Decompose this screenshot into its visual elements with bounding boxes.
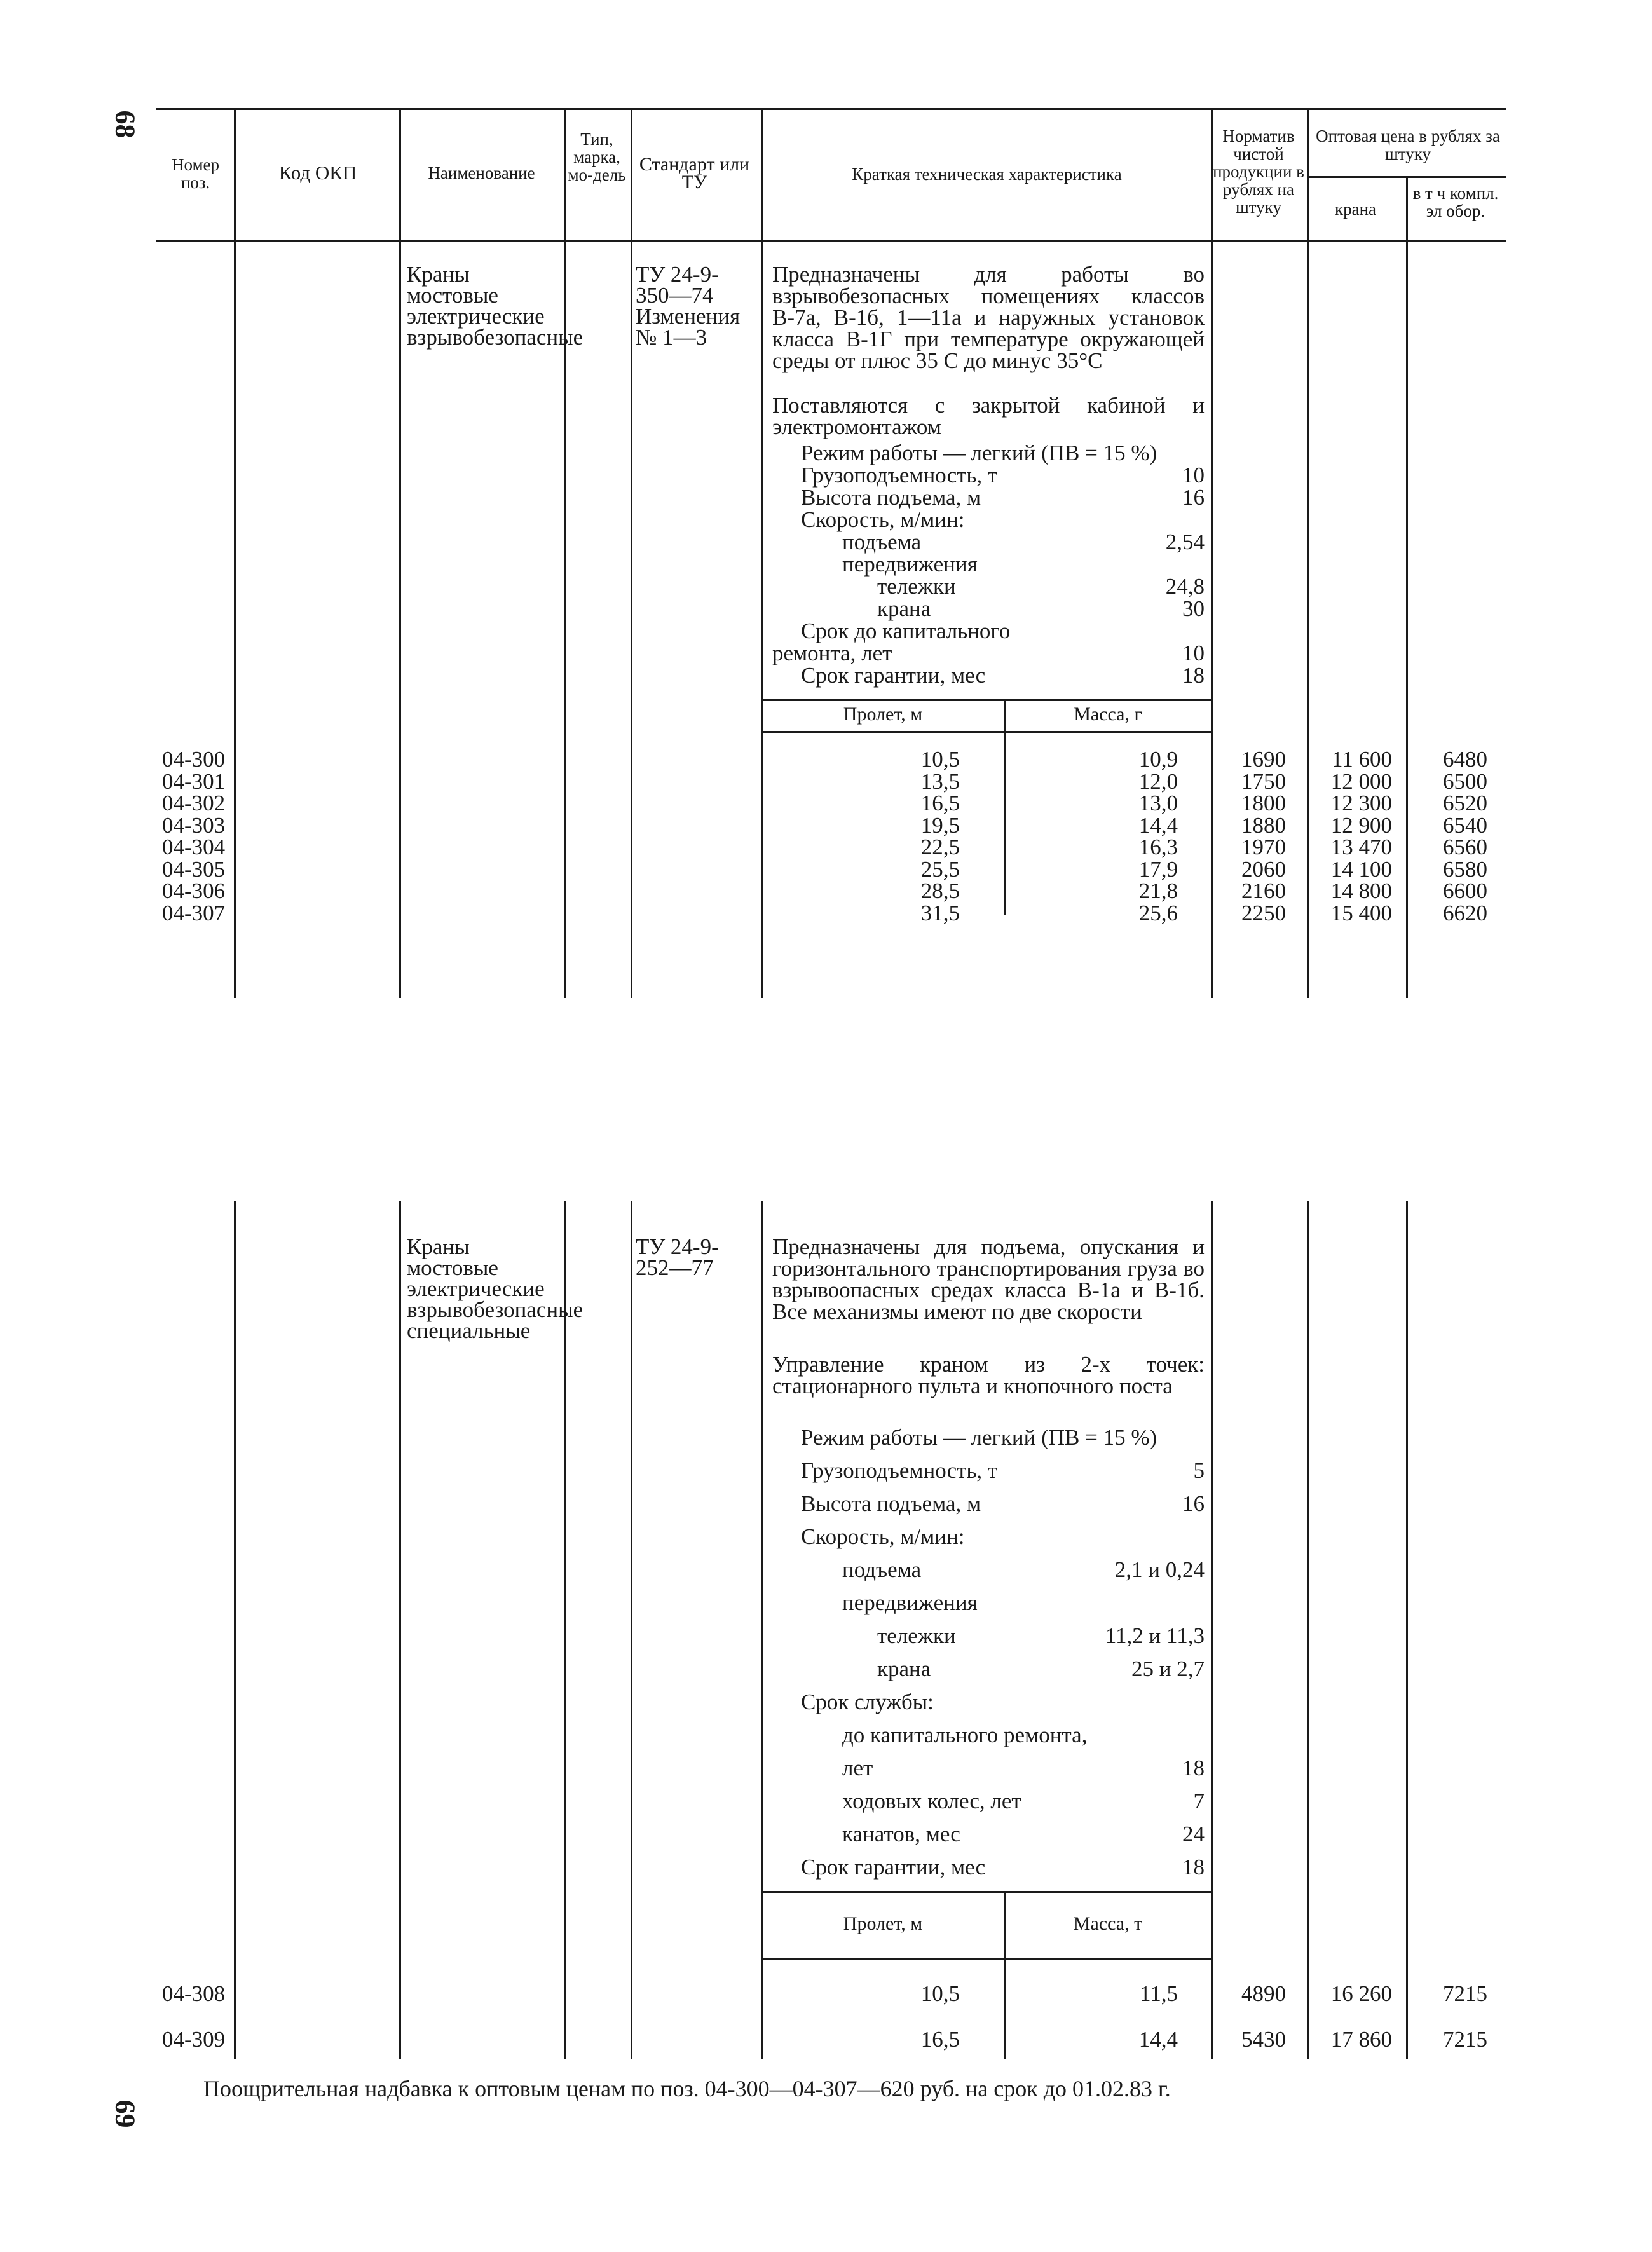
header-standard: Стандарт или ТУ bbox=[639, 154, 750, 193]
block1-col-divider bbox=[399, 242, 401, 998]
spec-value: 24 bbox=[1182, 1822, 1205, 1846]
page-number-bottom: 69 bbox=[109, 2099, 141, 2128]
incl-price-cell: 6600 bbox=[1443, 878, 1487, 903]
header-col-divider bbox=[631, 108, 632, 242]
header-okp-code: Код ОКП bbox=[278, 161, 357, 184]
block1-col-divider bbox=[234, 242, 236, 998]
spec-label: Грузоподъемность, т bbox=[801, 463, 998, 488]
price-cell: 13 470 bbox=[1330, 835, 1392, 859]
pos-number-cell: 04-300 bbox=[162, 747, 226, 772]
block2-description2: Управление краном из 2-х точек: стационарного пульта и кнопочного поста bbox=[772, 1352, 1205, 1398]
block2-subheader-mass: Масса, т bbox=[1073, 1913, 1143, 1934]
norm-cell: 1800 bbox=[1241, 791, 1286, 815]
norm-cell: 4890 bbox=[1241, 1981, 1286, 2006]
mass-cell: 16,3 bbox=[1138, 835, 1178, 859]
incl-price-cell: 6500 bbox=[1443, 768, 1487, 794]
block1-subheader-top-rule bbox=[761, 699, 1212, 701]
span-cell: 28,5 bbox=[920, 878, 960, 903]
footnote: Поощрительная надбавка к оптовым ценам по поз. 04-300—04-307—620 руб. на срок до 01.02.83 г. bbox=[203, 2076, 1171, 2101]
spec-value: 18 bbox=[1182, 1756, 1205, 1780]
spec-label: Срок службы: bbox=[801, 1689, 934, 1714]
spec-value: 2,54 bbox=[1165, 529, 1205, 554]
header-pos-number: Номер поз. bbox=[171, 155, 220, 192]
price-cell: 12 000 bbox=[1330, 768, 1392, 794]
block1-name: Краны мостовые электрические взрывобезопасные bbox=[407, 262, 584, 350]
price-cell: 17 860 bbox=[1330, 2027, 1392, 2052]
spec-value: 25 и 2,7 bbox=[1131, 1656, 1205, 1681]
spec-value: 24,8 bbox=[1165, 574, 1205, 599]
spec-value: 10 bbox=[1182, 463, 1205, 488]
spec-value: 7 bbox=[1193, 1789, 1205, 1813]
span-cell: 22,5 bbox=[920, 835, 960, 859]
block1-col-divider bbox=[631, 242, 632, 998]
spec-value: 18 bbox=[1182, 663, 1205, 688]
block1-description: Предназначены для работы во взрывобезопасных помещениях классов В-7а, В-1б, 1—11а и наружных установок класса В-1Г при температуре окружающей среды от плюс 35 С до минус 35°С bbox=[772, 262, 1205, 373]
pos-number-cell: 04-305 bbox=[162, 856, 226, 882]
price-cell: 11 600 bbox=[1332, 747, 1392, 772]
header-top-rule bbox=[156, 108, 1506, 110]
pos-number-cell: 04-306 bbox=[162, 878, 226, 903]
header-col-divider bbox=[761, 108, 763, 242]
spec-label: крана bbox=[877, 1656, 931, 1681]
spec-label: ходовых колес, лет bbox=[842, 1789, 1021, 1813]
spec-value: 30 bbox=[1182, 596, 1205, 621]
price-cell: 12 300 bbox=[1330, 791, 1392, 815]
spec-label: передвижения bbox=[842, 1590, 978, 1615]
header-col-divider bbox=[399, 108, 401, 242]
spec-value: 11,2 и 11,3 bbox=[1105, 1623, 1205, 1648]
spec-label: подъема bbox=[842, 529, 922, 554]
incl-price-cell: 6560 bbox=[1443, 835, 1487, 859]
header-type-model: Тип, марка, мо-дель bbox=[568, 130, 626, 184]
pos-number-cell: 04-309 bbox=[162, 2027, 226, 2052]
header-tech-char: Краткая техническая характеристика bbox=[852, 165, 1122, 184]
header-name: Наименование bbox=[428, 163, 535, 182]
mass-cell: 14,4 bbox=[1138, 2027, 1178, 2052]
pos-number-cell: 04-308 bbox=[162, 1981, 226, 2006]
price-cell: 15 400 bbox=[1330, 900, 1392, 925]
price-cell: 14 100 bbox=[1330, 856, 1392, 882]
header-col-divider bbox=[234, 108, 236, 242]
spec-value: 16 bbox=[1182, 485, 1205, 510]
block2-subheader-top-rule bbox=[761, 1891, 1212, 1893]
spec-label: Срок до капитального bbox=[801, 618, 1011, 643]
spec-label: Высота подъема, м bbox=[801, 485, 981, 510]
spec-label: Скорость, м/мин: bbox=[801, 1524, 965, 1549]
spec-label: канатов, мес bbox=[842, 1822, 960, 1846]
spec-label: до капитального ремонта, bbox=[842, 1723, 1088, 1747]
spec-label: подъема bbox=[842, 1557, 922, 1582]
header-col-divider bbox=[564, 108, 566, 242]
block2-col-divider bbox=[399, 1201, 401, 2059]
header-price-crane: крана bbox=[1334, 200, 1377, 219]
spec-label: Срок гарантии, мес bbox=[801, 663, 986, 688]
header-norm: Норматив чистой продукции в рублях на штуку bbox=[1213, 126, 1304, 217]
span-cell: 16,5 bbox=[920, 2027, 960, 2052]
page-number-top: 68 bbox=[109, 110, 141, 139]
span-cell: 13,5 bbox=[920, 768, 960, 794]
norm-cell: 1750 bbox=[1241, 768, 1286, 794]
header-bottom-rule bbox=[156, 240, 1506, 242]
block1-description2: Поставляются с закрытой кабиной и электромонтажом bbox=[772, 393, 1205, 439]
incl-price-cell: 7215 bbox=[1443, 1981, 1487, 2006]
header-price-group: Оптовая цена в рублях за штуку bbox=[1316, 126, 1500, 163]
spec-label: крана bbox=[877, 596, 931, 621]
mass-cell: 25,6 bbox=[1138, 900, 1178, 925]
header-col-divider bbox=[1211, 108, 1213, 242]
header-price-incl: в т ч компл. эл обор. bbox=[1412, 184, 1499, 221]
spec-label: Скорость, м/мин: bbox=[801, 507, 965, 532]
norm-cell: 2060 bbox=[1241, 856, 1286, 882]
price-cell: 12 900 bbox=[1330, 812, 1392, 838]
header-col-divider bbox=[1307, 108, 1309, 242]
spec-label: ремонта, лет bbox=[772, 641, 892, 665]
block1-subheader-mass: Масса, г bbox=[1074, 704, 1142, 725]
span-cell: 31,5 bbox=[920, 900, 960, 925]
spec-value: 16 bbox=[1182, 1491, 1205, 1516]
price-subheader-rule bbox=[1309, 176, 1506, 178]
spec-value: 2,1 и 0,24 bbox=[1114, 1557, 1205, 1582]
norm-cell: 1970 bbox=[1241, 835, 1286, 859]
spec-value: 5 bbox=[1193, 1458, 1205, 1483]
span-cell: 19,5 bbox=[920, 812, 960, 838]
block2-description: Предназначены для подъема, опускания и горизонтального транспортирования груза во взрывоопасных средах класса В-1а и В-1б. Все механизмы имеют по две скорости bbox=[772, 1234, 1205, 1324]
mass-cell: 11,5 bbox=[1140, 1981, 1178, 2006]
span-cell: 25,5 bbox=[920, 856, 960, 882]
norm-cell: 2250 bbox=[1241, 900, 1286, 925]
pos-number-cell: 04-307 bbox=[162, 900, 226, 925]
block2-col-divider bbox=[1406, 1201, 1408, 2059]
spec-label: Режим работы — легкий (ПВ = 15 %) bbox=[801, 1425, 1157, 1450]
price-cell: 16 260 bbox=[1330, 1981, 1392, 2006]
pos-number-cell: 04-301 bbox=[162, 768, 226, 794]
mass-cell: 13,0 bbox=[1138, 791, 1178, 815]
spec-label: лет bbox=[842, 1756, 873, 1780]
spec-label: тележки bbox=[877, 574, 956, 599]
incl-price-cell: 6520 bbox=[1443, 791, 1487, 815]
mass-cell: 12,0 bbox=[1138, 768, 1178, 794]
span-cell: 10,5 bbox=[920, 1981, 960, 2006]
block2-col-divider bbox=[1307, 1201, 1309, 2059]
spec-label: передвижения bbox=[842, 552, 978, 577]
price-cell: 14 800 bbox=[1330, 878, 1392, 903]
incl-price-cell: 6620 bbox=[1443, 900, 1487, 925]
spec-label: Высота подъема, м bbox=[801, 1491, 981, 1516]
incl-price-cell: 6480 bbox=[1443, 747, 1487, 772]
spec-label: Режим работы — легкий (ПВ = 15 %) bbox=[801, 440, 1157, 465]
mass-cell: 17,9 bbox=[1138, 856, 1178, 882]
norm-cell: 2160 bbox=[1241, 878, 1286, 903]
block2-col-divider bbox=[1211, 1201, 1213, 2059]
norm-cell: 1880 bbox=[1241, 812, 1286, 838]
mass-cell: 21,8 bbox=[1138, 878, 1178, 903]
span-cell: 16,5 bbox=[920, 791, 960, 815]
block2-standard: ТУ 24-9-252—77 bbox=[636, 1234, 719, 1280]
mass-cell: 10,9 bbox=[1138, 747, 1178, 772]
block2-col-divider bbox=[234, 1201, 236, 2059]
pos-number-cell: 04-304 bbox=[162, 835, 226, 859]
incl-price-cell: 7215 bbox=[1443, 2027, 1487, 2052]
incl-price-cell: 6580 bbox=[1443, 856, 1487, 882]
norm-cell: 1690 bbox=[1241, 747, 1286, 772]
pos-number-cell: 04-303 bbox=[162, 812, 226, 838]
block2-subheader-bottom-rule bbox=[761, 1958, 1212, 1960]
pos-number-cell: 04-302 bbox=[162, 791, 226, 815]
spec-value: 10 bbox=[1182, 641, 1205, 665]
spec-value: 18 bbox=[1182, 1855, 1205, 1880]
incl-price-cell: 6540 bbox=[1443, 812, 1487, 838]
spec-label: Срок гарантии, мес bbox=[801, 1855, 986, 1880]
block1-col-divider bbox=[564, 242, 566, 998]
spec-label: тележки bbox=[877, 1623, 956, 1648]
block2-name: Краны мостовые электрические взрывобезопасные специальные bbox=[407, 1234, 584, 1343]
spec-label: Грузоподъемность, т bbox=[801, 1458, 998, 1483]
block2-col-divider bbox=[631, 1201, 632, 2059]
block1-standard: ТУ 24-9-350—74 Изменения № 1—3 bbox=[636, 262, 741, 350]
span-cell: 10,5 bbox=[920, 747, 960, 772]
block1-subheader-span: Пролет, м bbox=[843, 704, 923, 725]
header-col-divider bbox=[1406, 176, 1408, 242]
norm-cell: 5430 bbox=[1241, 2027, 1286, 2052]
block2-subheader-span: Пролет, м bbox=[843, 1913, 923, 1934]
mass-cell: 14,4 bbox=[1138, 812, 1178, 838]
block1-subheader-bottom-rule bbox=[761, 731, 1212, 733]
